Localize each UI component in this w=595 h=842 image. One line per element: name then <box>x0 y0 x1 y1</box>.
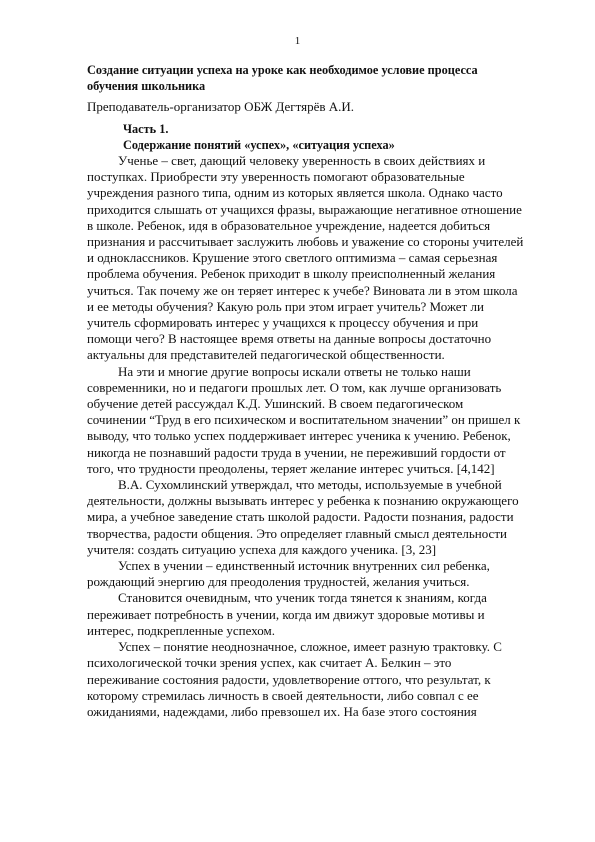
text-line: актуальны для представителей педагогической общественности. <box>87 347 445 363</box>
text-line: интерес, подкрепленные успехом. <box>87 622 275 638</box>
text-line: учителя: создать ситуацию успеха для каждого ученика. [3, 23] <box>87 541 437 557</box>
paragraph <box>87 558 537 590</box>
text-line: ожиданиями, надеждами, либо превзошел их. На базе этого состояния <box>87 703 477 719</box>
part-heading: Часть 1. <box>123 122 169 136</box>
author-line: Преподаватель-организатор ОБЖ Дегтярёв А.И. <box>87 99 355 114</box>
text-line: учиться. Так почему же он теряет интерес к учебе? Виновата ли в этом школа <box>87 282 518 298</box>
paragraph <box>87 590 537 639</box>
text-line: Ученье – свет, дающий человеку уверенность в своих действиях и <box>118 153 486 168</box>
text-line: творчества, радости общения. Это определяет главный смысл деятельности <box>87 525 507 541</box>
text-line: помощи чего? В настоящее время ответы на данные вопросы достаточно <box>87 331 492 347</box>
text-line: выводу, что только успех поддерживает интерес ученика к учению. Ребенок, <box>87 428 511 444</box>
text-line: На эти и многие другие вопросы искали ответы не только наши <box>118 363 471 379</box>
text-line: переживание состояния радости, удовлетворение оттого, что результат, к <box>87 671 491 687</box>
text-line: Успех в учении – единственный источник внутренних сил ребенка, <box>118 558 490 574</box>
text-line: переживает потребность в учении, когда им движут здоровые мотивы и <box>87 606 485 622</box>
text-line: Становится очевидным, что ученик тогда тянется к знаниям, когда <box>118 590 487 606</box>
text-line: деятельности, должны вызывать интерес у ребенка к познанию окружающего <box>87 493 519 509</box>
text-line: приходится слышать от учащихся фразы, выражающие негативное отношение <box>87 201 522 217</box>
text-line: современники, но и педагоги прошлых лет. О том, как лучше организовать <box>87 379 502 395</box>
text-line: в школе. Ребенок, идя в образовательное учреждение, надеется добиться <box>87 217 491 233</box>
text-line: рождающий энергию для преодоления трудностей, желания учиться. <box>87 574 470 590</box>
text-line: никогда не познавший радости труда в учении, не переживший гордости от <box>87 444 506 460</box>
section-heading: Содержание понятий «успех», «ситуация успеха» <box>123 138 395 152</box>
page-content <box>87 62 537 720</box>
text-line: проблема обучения. Ребенок приходит в школу преисполненный желания <box>87 266 496 282</box>
text-line: В.А. Сухомлинский утверждал, что методы, используемые в учебной <box>118 477 502 493</box>
paragraph <box>87 477 537 558</box>
paragraph <box>87 153 537 364</box>
text-line: сочинении “Труд в его психическом и воспитательном значении” он пришел к <box>87 412 521 428</box>
text-line: поступках. Приобрести эту уверенность помогают образовательные <box>87 169 465 185</box>
text-line: учреждения разного типа, одним из которых является школа. Однако часто <box>87 185 503 201</box>
page-number: 1 <box>294 35 301 47</box>
text-line: которому стремилась личность в своей деятельности, либо совпал с ее <box>87 687 479 703</box>
body-text <box>87 153 537 720</box>
text-line: Успех – понятие неоднозначное, сложное, имеет разную трактовку. С <box>118 639 502 655</box>
title-line: Создание ситуации успеха на уроке как необходимое условие процесса <box>87 63 478 77</box>
text-line: мира, а учебное заведение стать школой радости. Радости познания, радости <box>87 509 514 525</box>
paragraph <box>87 639 537 720</box>
text-line: и одноклассников. Крушение этого светлого оптимизма – самая серьезная <box>87 250 498 266</box>
document-title <box>87 62 537 94</box>
text-line: того, что трудности преодолены, теряет желание интерес учиться. [4,142] <box>87 460 495 476</box>
text-line: и ее методы обучения? Какую роль при этом играет учитель? Может ли <box>87 298 484 314</box>
text-line: признания и рассчитывает заслужить любовь и уважение со стороны учителей <box>87 234 524 250</box>
text-line: психологической точки зрения успех, как считает А. Белкин – это <box>87 655 452 671</box>
text-line: обучение детей рассуждал К.Д. Ушинский. В своем педагогическом <box>87 396 464 412</box>
text-line: учитель сформировать интерес у учащихся к процессу обучения и при <box>87 315 479 331</box>
paragraph <box>87 364 537 477</box>
title-line: обучения школьника <box>87 79 206 93</box>
